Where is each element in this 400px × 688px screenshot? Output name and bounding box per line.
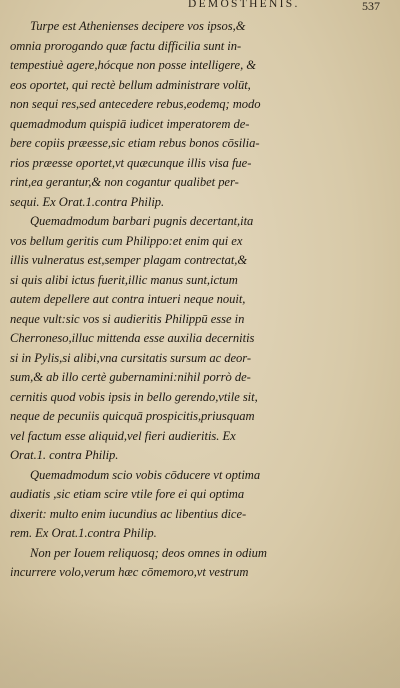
text-line: incurrere volo,verum hæc cōmemoro,vt vestrum [10, 565, 249, 579]
text-line: sum,& ab illo certè gubernamini:nihil porrò de- [10, 370, 251, 384]
text-line: rios præesse oportet,vt quæcunque illis visa fue- [10, 155, 252, 170]
text-line: omnia prorogando quæ factu difficilia sunt in- [10, 38, 242, 53]
text-line: Orat.1. contra Philip. [10, 448, 119, 462]
text-line: dixerit: multo enim iucundius ac libentius dice- [10, 506, 247, 521]
text-line: cernitis quod vobis ipsis in bello gerendo,vtile sit, [10, 389, 258, 404]
running-head: DEMOSTHENIS. [188, 0, 300, 10]
text-line: illis vulneratus est,semper plagam contrectat,& [10, 253, 248, 267]
text-line: bere copiis præesse,sic etiam rebus bonos cōsilia- [10, 136, 260, 150]
text-line: eos oportet, qui rectè bellum administrare volūt, [10, 77, 251, 92]
text-line: Quemadmodum barbari pugnis decertant,ita [30, 214, 254, 228]
text-line: neque de pecuniis quicquā prospicitis,priusquam [10, 409, 255, 423]
body-text [10, 17, 380, 583]
text-line: Cherroneso,illuc mittenda esse auxilia decernitis [10, 331, 255, 345]
text-line: neque vult:sic vos si audieritis Philippū esse in [10, 311, 245, 326]
text-line: Quemadmodum scio vobis cōducere vt optima [30, 467, 261, 482]
page-number: 537 [362, 0, 380, 13]
text-line: rem. Ex Orat.1.contra Philip. [10, 526, 157, 540]
text-line: vos bellum geritis cum Philippo:et enim qui ex [10, 233, 243, 248]
text-line: Turpe est Athenienses decipere vos ipsos,& [30, 19, 246, 33]
text-line: non sequi res,sed antecedere rebus,eodemq; modo [10, 97, 261, 111]
page-header [80, 0, 380, 14]
text-line: autem depellere aut contra intueri neque nouit, [10, 292, 246, 306]
text-line: si in Pylis,si alibi,vna cursitatis sursum ac deor- [10, 350, 252, 365]
text-line: rint,ea gerantur,& non cogantur qualibet per- [10, 175, 239, 189]
text-line: Non per Iouem reliquosq; deos omnes in odium [30, 545, 267, 560]
text-line: si quis alibi ictus fuerit,illic manus sunt,ictum [10, 272, 238, 287]
text-line: tempestiuè agere,hócque non posse intelligere, & [10, 58, 257, 72]
text-line: quemadmodum quispiā iudicet imperatorem de- [10, 116, 250, 131]
text-line: sequi. Ex Orat.1.contra Philip. [10, 194, 165, 209]
text-line: vel factum esse aliquid,vel fieri audieritis. Ex [10, 428, 236, 443]
text-line: audiatis ,sic etiam scire vtile fore ei qui optima [10, 487, 245, 501]
page-shadow [0, 598, 400, 688]
